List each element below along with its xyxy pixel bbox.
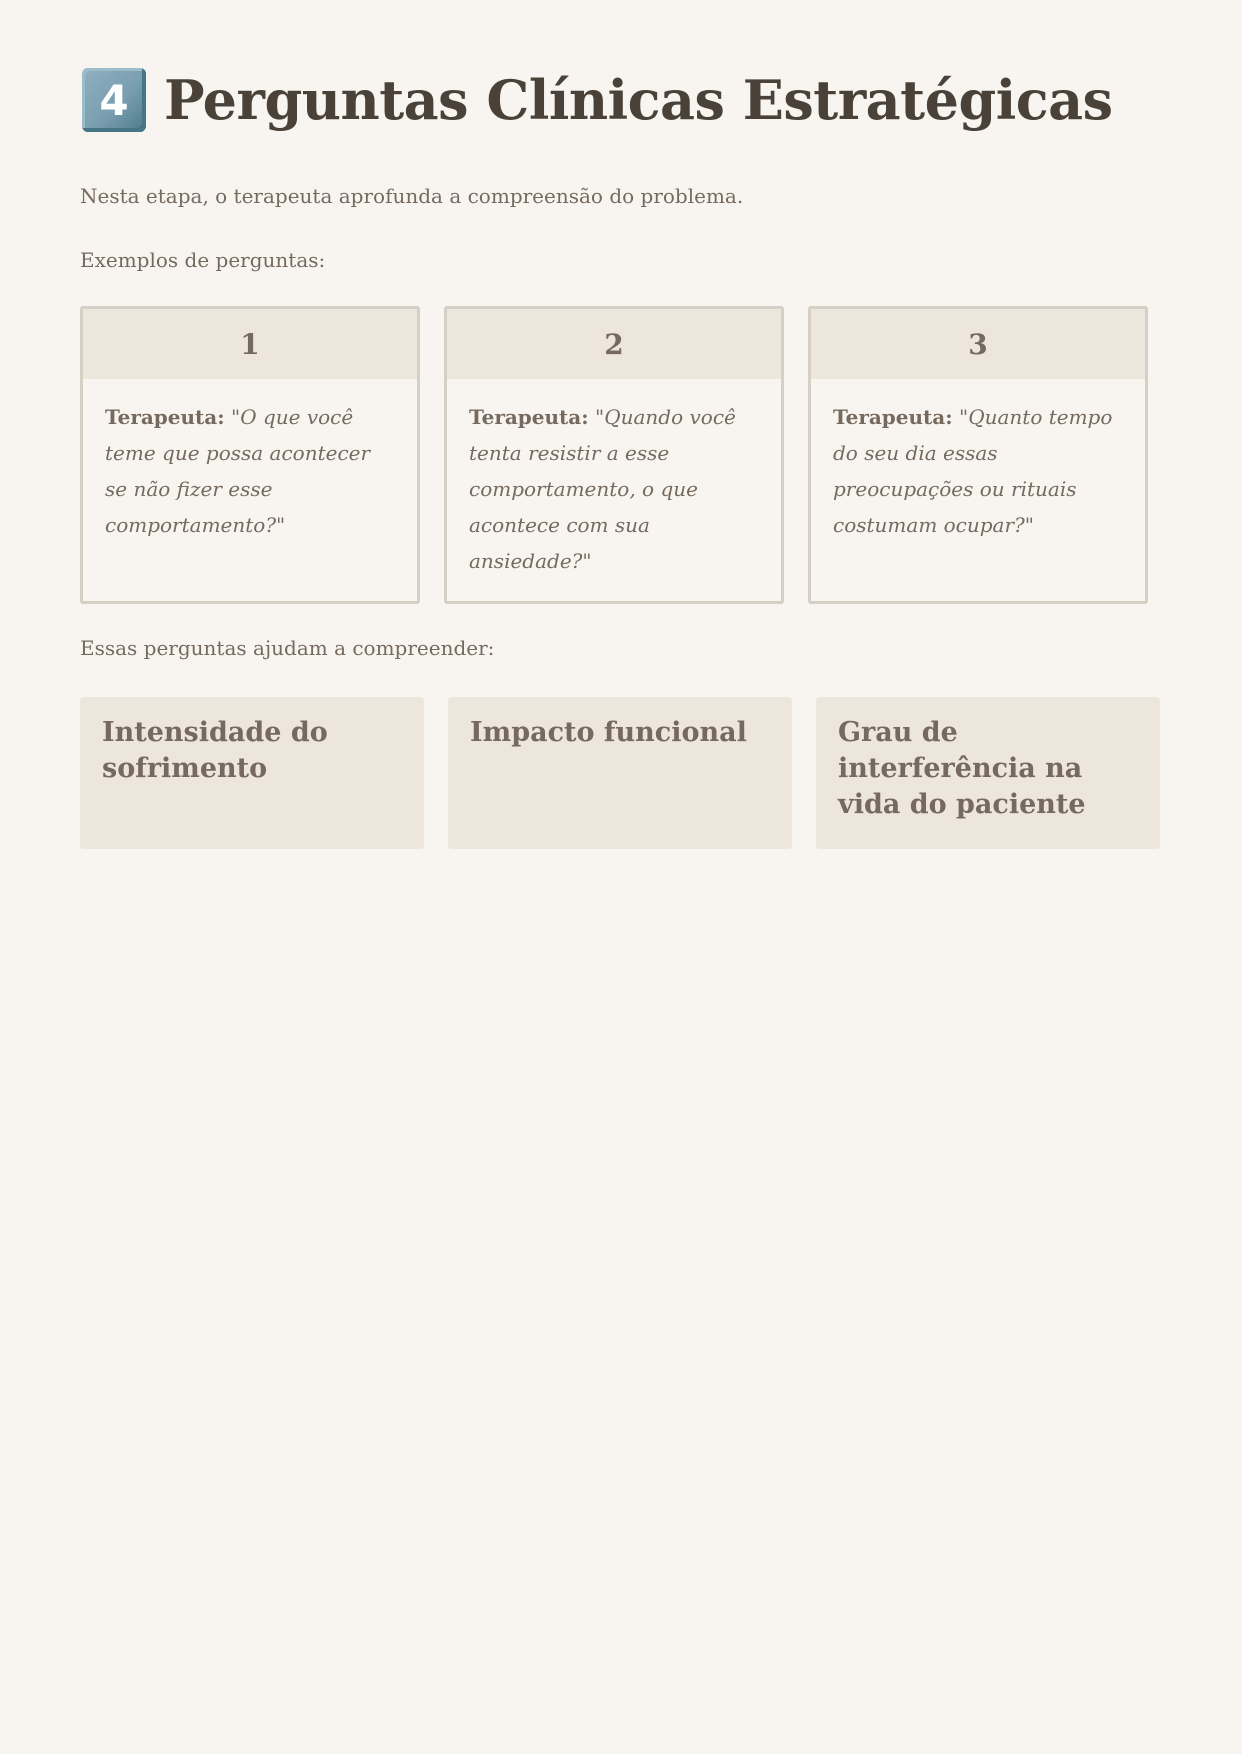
question-card — [444, 306, 784, 604]
question-cards — [80, 306, 1148, 604]
document-page — [80, 60, 1162, 820]
examples-label: Exemplos de perguntas: — [80, 248, 326, 272]
tile-interference: Grau de interferência na vida do paciente — [816, 697, 1160, 849]
speaker-label: Terapeuta: — [469, 405, 589, 429]
speaker-label: Terapeuta: — [105, 405, 225, 429]
card-number: 2 — [447, 309, 781, 379]
title-row — [80, 60, 1162, 140]
tile-intensity: Intensidade do sofrimento — [80, 697, 424, 849]
speaker-label: Terapeuta: — [833, 405, 953, 429]
question-quote: "O que você teme que possa acontecer se não fizer esse comportamento?" — [105, 405, 371, 537]
page-title: Perguntas Clínicas Estratégicas — [164, 68, 1113, 132]
question-quote: "Quando você tenta resistir a esse comportamento, o que acontece com sua ansiedade?" — [469, 405, 736, 573]
question-card — [808, 306, 1148, 604]
intro-paragraph: Nesta etapa, o terapeuta aprofunda a compreensão do problema. — [80, 184, 744, 208]
understanding-tiles — [80, 697, 1160, 849]
help-label: Essas perguntas ajudam a compreender: — [80, 636, 495, 660]
card-body — [811, 379, 1145, 563]
card-body — [447, 379, 781, 599]
question-quote: "Quanto tempo do seu dia essas preocupações ou rituais costumam ocupar?" — [833, 405, 1113, 537]
question-card — [80, 306, 420, 604]
card-number: 3 — [811, 309, 1145, 379]
card-body — [83, 379, 417, 563]
keycap-digit-four-icon: 4 — [82, 68, 146, 132]
card-number: 1 — [83, 309, 417, 379]
tile-functional-impact: Impacto funcional — [448, 697, 792, 849]
